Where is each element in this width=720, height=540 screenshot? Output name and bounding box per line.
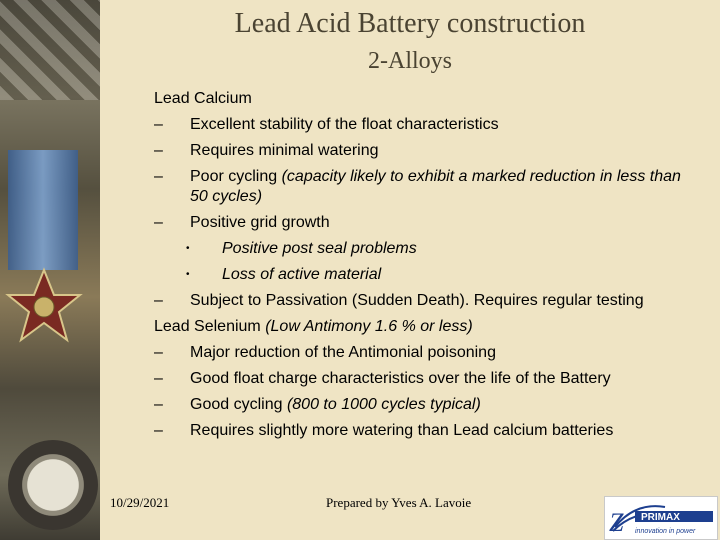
primax-logo — [604, 496, 718, 540]
heading-lead-selenium — [154, 314, 684, 340]
dash-marker: – — [154, 142, 163, 159]
dash-marker: – — [154, 422, 163, 439]
list-item-text: Good float charge characteristics over the life of the Battery — [190, 370, 611, 387]
sub-list-item — [154, 236, 684, 262]
list-item — [154, 210, 684, 236]
chessboard-image — [0, 0, 100, 100]
list-item — [154, 112, 684, 138]
slide-title: Lead Acid Battery construction — [234, 8, 586, 39]
medal-cross-icon — [2, 265, 86, 355]
list-item-text: Requires slightly more watering than Lead calcium batteries — [190, 422, 614, 439]
list-item — [154, 138, 684, 164]
dash-marker: – — [154, 292, 163, 309]
list-item-text: Poor cycling — [190, 168, 282, 185]
medal-ribbon-image — [8, 150, 78, 270]
heading-note: (Low Antimony 1.6 % or less) — [265, 318, 473, 335]
list-item-text: Subject to Passivation (Sudden Death). Requires regular testing — [190, 292, 644, 309]
heading-text: Lead Selenium — [154, 318, 261, 335]
dash-marker: – — [154, 214, 163, 231]
list-item — [154, 392, 684, 418]
bullet-marker: • — [186, 269, 190, 280]
primax-logo-image — [605, 497, 717, 539]
sub-list-item-text: Loss of active material — [222, 266, 382, 283]
svg-text:Z: Z — [609, 508, 624, 537]
list-item — [154, 164, 684, 210]
list-item — [154, 288, 684, 314]
list-item — [154, 366, 684, 392]
list-item — [154, 340, 684, 366]
dash-marker: – — [154, 168, 163, 185]
heading-lead-calcium: Lead Calcium — [154, 90, 252, 107]
bullet-marker: • — [186, 243, 190, 254]
dash-marker: – — [154, 344, 163, 361]
list-item-text: Requires minimal watering — [190, 142, 379, 159]
compass-image — [8, 440, 98, 530]
logo-brand: PRIMAX — [641, 512, 680, 523]
decorative-photo-strip — [0, 0, 100, 540]
sub-list-item — [154, 262, 684, 288]
list-item — [154, 418, 684, 444]
list-item-text: Major reduction of the Antimonial poisoning — [190, 344, 496, 361]
dash-marker: – — [154, 116, 163, 133]
footer-author: Prepared by Yves A. Lavoie — [326, 495, 472, 510]
dash-marker: – — [154, 396, 163, 413]
list-item-text: Good cycling — [190, 396, 287, 413]
dash-marker: – — [154, 370, 163, 387]
logo-tagline: innovation in power — [635, 528, 696, 535]
list-item-text: Excellent stability of the float characteristics — [190, 116, 499, 133]
list-item-text: Positive grid growth — [190, 214, 330, 231]
list-item-note: (capacity likely to exhibit a marked reduction in less than 50 cycles) — [190, 168, 681, 205]
footer-date: 10/29/2021 — [110, 495, 170, 510]
list-item-note: (800 to 1000 cycles typical) — [286, 396, 481, 413]
slide-body — [154, 86, 684, 444]
slide-subtitle: 2-Alloys — [368, 48, 452, 74]
sub-list-item-text: Positive post seal problems — [222, 240, 417, 257]
